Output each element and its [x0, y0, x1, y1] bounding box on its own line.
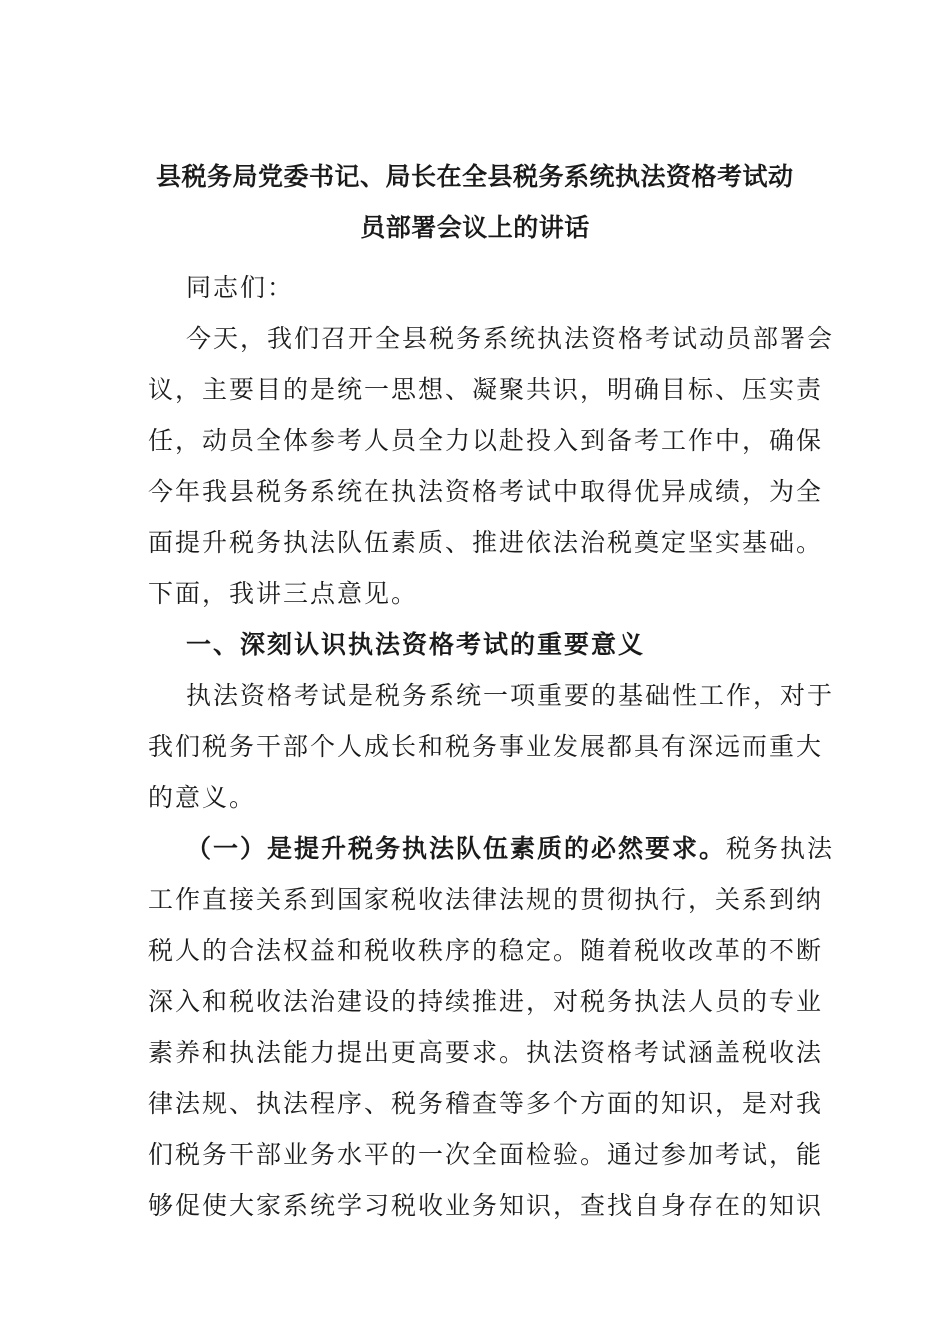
point-1-paragraph — [148, 823, 835, 1231]
title-line-1: 县税务局党委书记、局长在全县税务系统执法资格考试动 — [156, 162, 794, 191]
text-line: 们税务干部业务水平的一次全面检验。通过参加考试，能 — [148, 1140, 824, 1169]
text-line: 我们税务干部个人成长和税务事业发展都具有深远而重大 — [148, 732, 824, 761]
text-line: 税人的合法权益和税收秩序的稳定。随着税收改革的不断 — [148, 936, 824, 965]
section-1-heading-paragraph — [148, 619, 802, 670]
text-line: 律法规、执法程序、税务稽查等多个方面的知识，是对我 — [148, 1089, 824, 1118]
intro-paragraph — [148, 313, 835, 619]
text-line: 够促使大家系统学习税收业务知识，查找自身存在的知识 — [148, 1191, 824, 1220]
text-line: 素养和执法能力提出更高要求。执法资格考试涵盖税收法 — [148, 1038, 824, 1067]
text-line: 工作直接关系到国家税收法律法规的贯彻执行，关系到纳 — [148, 885, 824, 914]
text-line: 下面，我讲三点意见。 — [148, 579, 419, 608]
section-1-paragraph — [148, 670, 835, 823]
text-line: 任，动员全体参考人员全力以赴投入到备考工作中，确保 — [148, 426, 824, 455]
point-1-first-line — [148, 823, 835, 874]
title-line-2: 员部署会议上的讲话 — [360, 213, 590, 242]
salutation: 同志们： — [186, 273, 295, 302]
text-line: 的意义。 — [148, 783, 257, 812]
text-line: 今天，我们召开全县税务系统执法资格考试动员部署会 — [186, 324, 835, 353]
text-line: 面提升税务执法队伍素质、推进依法治税奠定坚实基础。 — [148, 528, 824, 557]
document-body — [148, 262, 835, 1231]
document-title — [148, 152, 802, 254]
section-1-heading: 一、深刻认识执法资格考试的重要意义 — [186, 630, 646, 659]
salutation-paragraph — [148, 262, 802, 313]
point-1-lead-rest: 税务执法 — [726, 834, 835, 863]
text-line: 议，主要目的是统一思想、凝聚共识，明确目标、压实责 — [148, 375, 824, 404]
text-line: 执法资格考试是税务系统一项重要的基础性工作，对于 — [186, 681, 835, 710]
text-line: 深入和税收法治建设的持续推进，对税务执法人员的专业 — [148, 987, 824, 1016]
text-line: 今年我县税务系统在执法资格考试中取得优异成绩，为全 — [148, 477, 824, 506]
point-1-lead: （一）是提升税务执法队伍素质的必然要求。 — [186, 834, 727, 863]
